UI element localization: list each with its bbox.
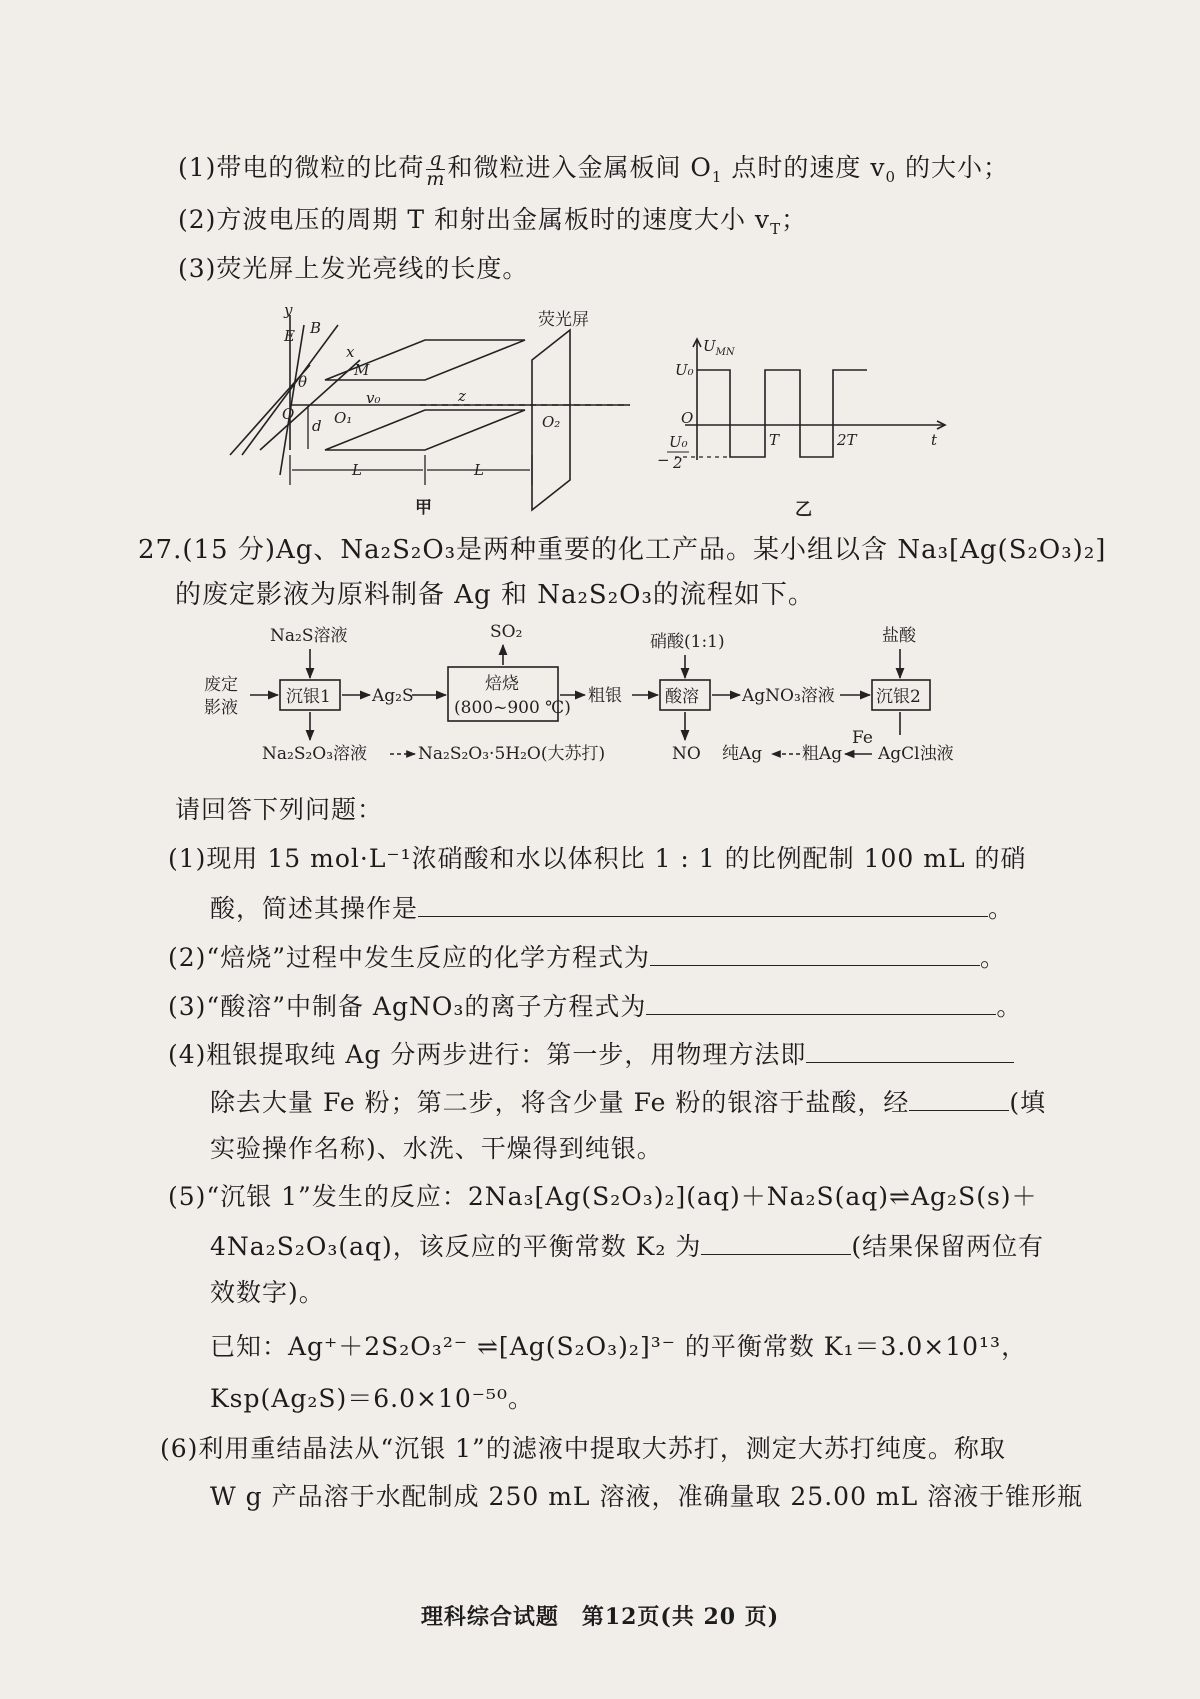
flow-box-chenyin2-label: 沉银2 <box>876 687 921 707</box>
charge-mass-ratio: $\frac{q}{m}$ <box>426 148 446 190</box>
q27-q5-line2: 4Na₂S₂O₃(aq)，该反应的平衡常数 K₂ 为 (结果保留两位有 <box>210 1228 1044 1264</box>
flow-agcl: AgCl浊液 <box>878 744 954 764</box>
label-x: x <box>346 343 355 361</box>
caption-yi: 乙 <box>795 500 812 520</box>
q27-q4-line3: 实验操作名称)、水洗、干燥得到纯银。 <box>210 1134 663 1163</box>
label-M: M <box>354 361 370 379</box>
q27-q3: (3)“酸溶”中制备 AgNO₃的离子方程式为 。 <box>168 988 1022 1024</box>
q27-known-1: 已知：Ag⁺＋2S₂O₃²⁻ ⇌[Ag(S₂O₃)₂]³⁻ 的平衡常数 K₁＝3.0×10¹³， <box>210 1332 1028 1361</box>
q27-q6-line1: (6)利用重结晶法从“沉银 1”的滤液中提取大苏打，测定大苏打纯度。称取 <box>160 1434 1006 1463</box>
label-minus: − <box>657 451 670 469</box>
label-screen: 荧光屏 <box>538 310 589 330</box>
flow-hcl: 盐酸 <box>882 626 916 646</box>
flow-fe: Fe <box>852 728 873 748</box>
label-t: t <box>931 431 938 449</box>
q27-q1-line1: (1)现用 15 mol·L⁻¹浓硝酸和水以体积比 1 : 1 的比例配制 100 mL 的硝 <box>168 844 1027 873</box>
label-B: B <box>310 319 322 337</box>
q27-q2: (2)“焙烧”过程中发生反应的化学方程式为 。 <box>168 939 1006 975</box>
answer-blank-q4a[interactable] <box>806 1036 1014 1063</box>
flow-filtrate: Na₂S₂O₃溶液 <box>262 744 368 764</box>
label-2T: 2T <box>837 431 857 449</box>
label-origin: O <box>681 409 694 427</box>
label-O1: O₁ <box>334 409 353 427</box>
label-v0: v₀ <box>366 389 381 407</box>
flow-box-acid-label: 酸溶 <box>665 687 699 707</box>
flow-na2s: Na₂S溶液 <box>270 626 348 646</box>
label-theta: θ <box>298 373 308 391</box>
q27-known-2: Ksp(Ag₂S)＝6.0×10⁻⁵⁰。 <box>210 1384 534 1413</box>
answer-blank-q5[interactable] <box>701 1228 851 1255</box>
flow-pure-ag: 纯Ag <box>722 744 763 764</box>
flow-hno3: 硝酸(1:1) <box>650 632 725 652</box>
flow-roast-2: (800~900 ℃) <box>454 698 571 718</box>
flow-crude-ag: 粗银 <box>588 686 622 706</box>
q27-q5-line1: (5)“沉银 1”发生的反应：2Na₃[Ag(S₂O₃)₂](aq)＋Na₂S(aq)⇌Ag₂S(s)＋ <box>168 1182 1038 1211</box>
flow-so2: SO₂ <box>490 622 523 642</box>
answer-blank-q3[interactable] <box>646 988 996 1015</box>
flow-crude-ag2: 粗Ag <box>802 744 843 764</box>
answer-blank-q1[interactable] <box>418 890 988 917</box>
label-O2: O₂ <box>542 413 561 431</box>
label-O: O <box>282 405 295 423</box>
answer-blank-q2[interactable] <box>650 939 980 966</box>
q26-part3: (3)荧光屏上发光亮线的长度。 <box>178 254 529 283</box>
flow-box-chenyin1-label: 沉银1 <box>286 687 331 707</box>
label-T: T <box>769 431 780 449</box>
label-L2: L <box>474 461 484 479</box>
answer-blank-q4b[interactable] <box>909 1084 1009 1111</box>
flow-roast-1: 焙烧 <box>485 674 519 694</box>
q27-intro-2: 的废定影液为原料制备 Ag 和 Na₂S₂O₃的流程如下。 <box>175 580 815 610</box>
label-d: d <box>312 417 322 435</box>
q27-ask: 请回答下列问题： <box>175 795 384 824</box>
caption-jia: 甲 <box>415 498 432 518</box>
q27-intro-1: 27.(15 分)Ag、Na₂S₂O₃是两种重要的化工产品。某小组以含 Na₃[Ag(S₂O₃)₂] <box>138 535 1107 565</box>
q27-q5-line3: 效数字)。 <box>210 1278 325 1307</box>
label-y: y <box>284 305 293 319</box>
q26-part1: (1)带电的微粒的比荷 $\frac{q}{m}$ 和微粒进入金属板间 $O_1$ 点时的速度 $v_0$ 的大小； <box>178 148 1009 190</box>
figure-jia <box>220 305 640 520</box>
q27-q6-line2: W g 产品溶于水配制成 250 mL 溶液，准确量取 25.00 mL 溶液于锥形瓶 <box>210 1482 1084 1511</box>
label-U0: U₀ <box>675 361 694 379</box>
process-flowchart <box>200 615 980 790</box>
page-footer: 理科综合试题 第12页(共 20 页) <box>420 1604 780 1630</box>
flow-waste-2: 影液 <box>204 698 238 718</box>
label-half-den: 2 <box>673 454 683 472</box>
label-z: z <box>458 387 466 405</box>
flow-no: NO <box>672 744 701 764</box>
flow-ag2s: Ag₂S <box>372 686 414 706</box>
q26-part2: (2)方波电压的周期 T 和射出金属板时的速度大小 $v_T$； <box>178 205 808 238</box>
label-Umn: $U_{MN}$ <box>703 337 735 358</box>
q27-q1-line2: 酸，简述其操作是 。 <box>210 890 1014 926</box>
figure-yi <box>655 335 955 525</box>
label-L1: L <box>352 461 362 479</box>
q27-q4-line2: 除去大量 Fe 粉；第二步，将含少量 Fe 粉的银溶于盐酸，经 (填 <box>210 1084 1046 1120</box>
label-E: E <box>284 327 295 345</box>
flow-waste-1: 废定 <box>204 675 238 695</box>
flow-agno3: AgNO₃溶液 <box>742 686 835 706</box>
label-half-num: U₀ <box>669 433 688 451</box>
q27-q4-line1: (4)粗银提取纯 Ag 分两步进行：第一步，用物理方法即 <box>168 1036 1014 1072</box>
flow-product: Na₂S₂O₃·5H₂O(大苏打) <box>418 744 606 764</box>
